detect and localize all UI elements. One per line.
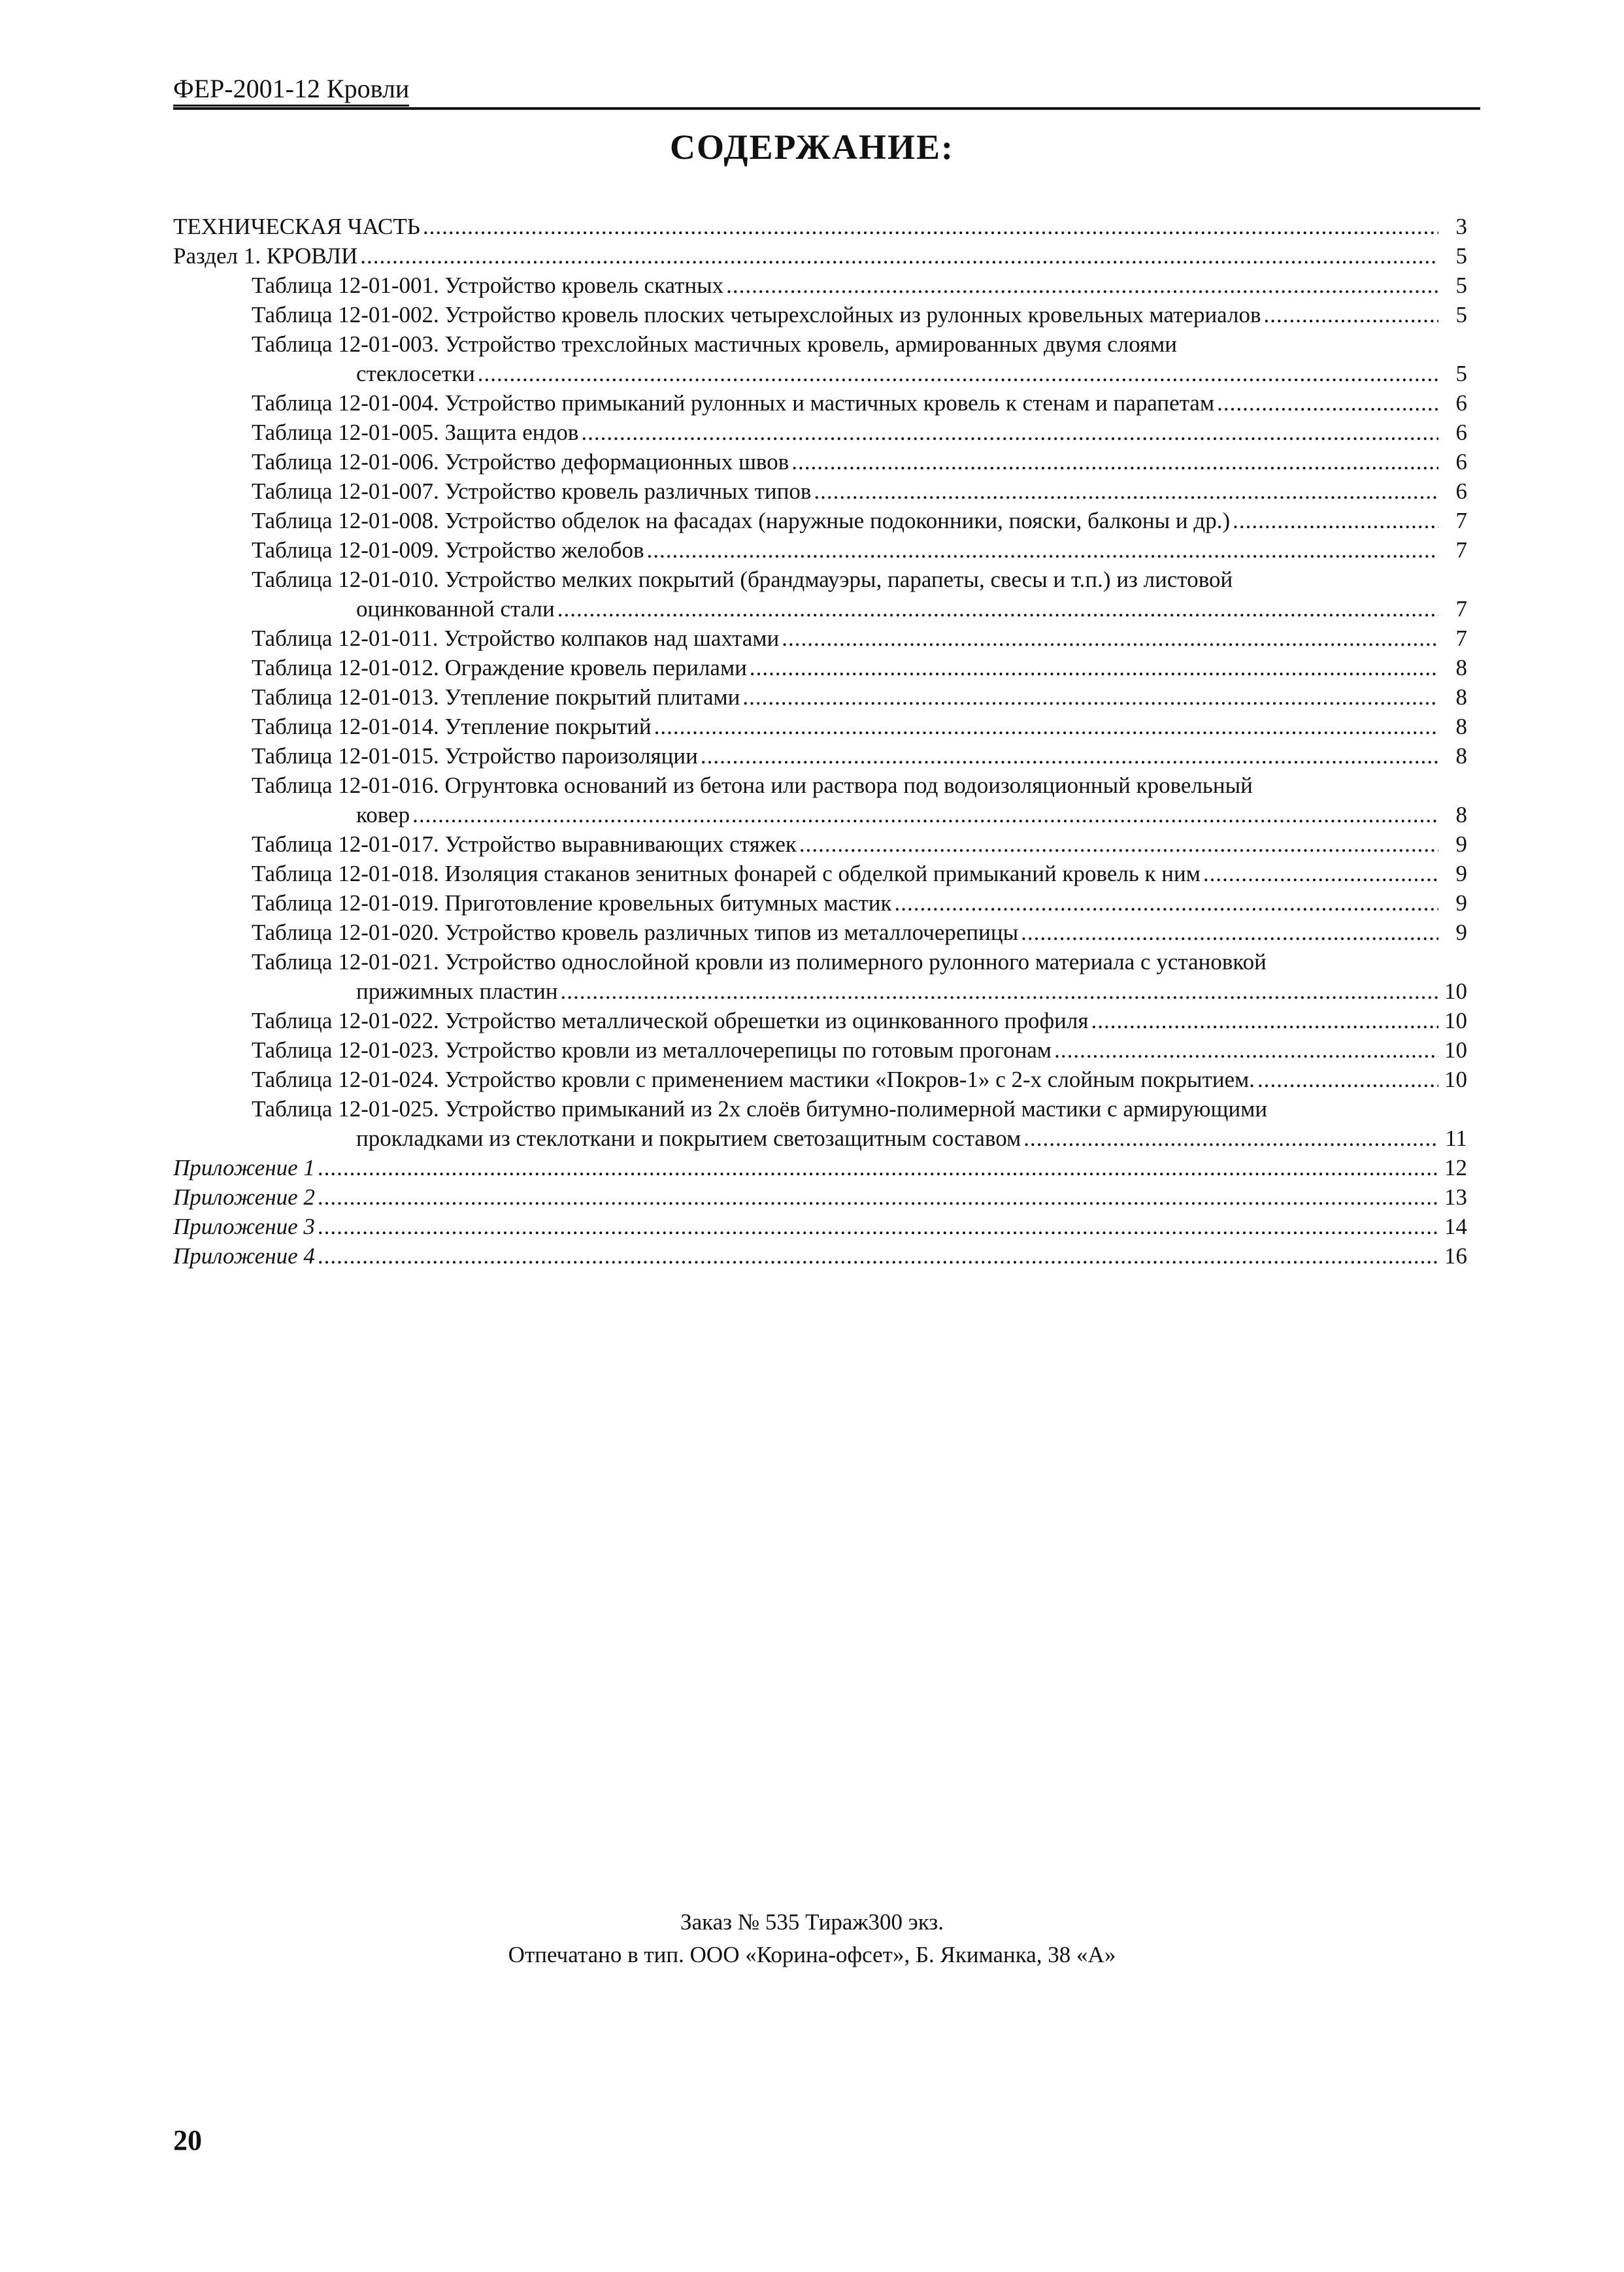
dot-leader — [318, 1153, 1438, 1182]
toc-entry-table-024[interactable] — [173, 1065, 1467, 1094]
toc-entry-text: Таблица 12-01-013. Утепление покрытий плитами — [252, 684, 740, 710]
toc-entry-text: Таблица 12-01-014. Утепление покрытий — [252, 714, 652, 739]
dot-leader — [318, 1241, 1438, 1271]
toc-entry-table-002[interactable] — [173, 300, 1467, 329]
toc-entry-text-first-line: Таблица 12-01-025. Устройство примыканий из 2х слоёв битумно-полимерной мастики с армирующими — [252, 1096, 1268, 1122]
dot-leader — [1091, 1006, 1438, 1035]
toc-page-number: 7 — [1455, 626, 1467, 651]
toc-entry-table-015[interactable] — [173, 741, 1467, 771]
toc-entry-text-first-line: Таблица 12-01-021. Устройство однослойной кровли из полимерного рулонного материала с установкой — [252, 949, 1267, 975]
toc-entry-appendix-1[interactable] — [173, 1153, 1467, 1182]
running-title: ФЕР-2001-12 Кровли — [173, 75, 409, 107]
toc-entry-text: Раздел 1. КРОВЛИ — [173, 243, 358, 269]
dot-leader — [799, 829, 1438, 859]
toc-entry-table-012[interactable] — [173, 653, 1467, 682]
toc-entry-table-007[interactable] — [173, 476, 1467, 506]
toc-page-number: 6 — [1455, 420, 1467, 445]
printer-line: Отпечатано в тип. ООО «Корина-офсет», Б. Якиманка, 38 «А» — [508, 1942, 1116, 1967]
toc-page-number: 5 — [1455, 302, 1467, 327]
toc-entry-text: Таблица 12-01-007. Устройство кровель различных типов — [252, 478, 812, 504]
toc-entry-text: Таблица 12-01-019. Приготовление кровельных битумных мастик — [252, 890, 892, 916]
dot-leader — [791, 447, 1438, 476]
toc-entry-text: Таблица 12-01-018. Изоляция стаканов зенитных фонарей с обделкой примыканий кровель к ним — [252, 861, 1201, 886]
toc-entry-text: Таблица 12-01-005. Защита ендов — [252, 420, 579, 445]
toc-entry-table-009[interactable] — [173, 535, 1467, 565]
dot-leader — [557, 594, 1438, 624]
toc-page-number: 7 — [1455, 537, 1467, 563]
dot-leader — [1054, 1035, 1438, 1065]
toc-entry-text: стеклосетки — [356, 361, 475, 386]
toc-page-number: 8 — [1455, 802, 1467, 827]
toc-entry-text: Приложение 1 — [173, 1155, 315, 1180]
toc-page-number: 12 — [1444, 1155, 1467, 1180]
dot-leader — [318, 1182, 1438, 1212]
dot-leader — [478, 359, 1438, 388]
toc-page-number: 9 — [1455, 861, 1467, 886]
dot-leader — [318, 1212, 1438, 1241]
toc-entry-table-001[interactable] — [173, 271, 1467, 300]
toc-entry-table-011[interactable] — [173, 624, 1467, 653]
toc-entry-text-first-line: Таблица 12-01-003. Устройство трехслойных мастичных кровель, армированных двумя слоями — [252, 331, 1178, 357]
page-number: 20 — [173, 2124, 202, 2156]
toc-entry-text: прижимных пластин — [356, 978, 558, 1004]
toc-page-number: 7 — [1455, 508, 1467, 533]
toc-entry-text: Таблица 12-01-006. Устройство деформационных швов — [252, 449, 789, 475]
toc-page-number: 11 — [1445, 1126, 1467, 1151]
dot-leader — [1023, 1124, 1438, 1153]
toc-entry-table-010[interactable] — [173, 565, 1467, 624]
toc-entry-table-006[interactable] — [173, 447, 1467, 476]
toc-entry-text-first-line: Таблица 12-01-016. Огрунтовка оснований из бетона или раствора под водоизоляционный кровельный — [252, 773, 1253, 798]
dot-leader — [1257, 1065, 1438, 1094]
toc-page-number: 9 — [1455, 920, 1467, 945]
toc-entry-table-019[interactable] — [173, 888, 1467, 918]
toc-page-number: 5 — [1455, 243, 1467, 269]
toc-entry-text: Таблица 12-01-008. Устройство обделок на фасадах (наружные подоконники, пояски, балконы и др.) — [252, 508, 1231, 533]
toc-page-number: 9 — [1455, 890, 1467, 916]
toc-entry-table-018[interactable] — [173, 859, 1467, 888]
toc-entry-text: Таблица 12-01-017. Устройство выравнивающих стяжек — [252, 831, 797, 857]
toc-entry-table-023[interactable] — [173, 1035, 1467, 1065]
toc-entry-text: Таблица 12-01-004. Устройство примыканий рулонных и мастичных кровель к стенам и парапетам — [252, 390, 1215, 416]
dot-leader — [654, 712, 1438, 741]
dot-leader — [742, 682, 1438, 712]
toc-entry-text-first-line: Таблица 12-01-010. Устройство мелких покрытий (брандмауэры, парапеты, свесы и т.п.) из листовой — [252, 567, 1233, 592]
toc-page-number: 10 — [1444, 1067, 1467, 1092]
toc-page-number: 5 — [1455, 273, 1467, 298]
toc-page-number: 7 — [1455, 596, 1467, 622]
toc-entry-text: Таблица 12-01-024. Устройство кровли с применением мастики «Покров-1» с 2-х слойным покрытием. — [252, 1067, 1255, 1092]
toc-entry-appendix-3[interactable] — [173, 1212, 1467, 1241]
toc-entry-text: Приложение 4 — [173, 1243, 315, 1269]
toc-page-number: 8 — [1455, 684, 1467, 710]
toc-page-number: 8 — [1455, 743, 1467, 769]
toc-entry-text: Таблица 12-01-001. Устройство кровель скатных — [252, 273, 724, 298]
toc-page-number: 5 — [1455, 361, 1467, 386]
toc-entry-technical-part[interactable] — [173, 212, 1467, 241]
page-title: СОДЕРЖАНИЕ: — [670, 127, 954, 167]
toc-entry-text: Таблица 12-01-011. Устройство колпаков над шахтами — [252, 626, 780, 651]
dot-leader — [701, 741, 1438, 771]
dot-leader — [1233, 506, 1438, 535]
dot-leader — [895, 888, 1438, 918]
toc-entry-table-016[interactable] — [173, 771, 1467, 829]
toc-page-number: 3 — [1455, 214, 1467, 239]
table-of-contents — [173, 212, 1467, 1271]
toc-entry-appendix-4[interactable] — [173, 1241, 1467, 1271]
toc-page-number: 13 — [1444, 1184, 1467, 1210]
toc-entry-text: ТЕХНИЧЕСКАЯ ЧАСТЬ — [173, 214, 420, 239]
toc-entry-text: Приложение 3 — [173, 1214, 315, 1239]
toc-entry-text: Таблица 12-01-020. Устройство кровель различных типов из металлочерепицы — [252, 920, 1019, 945]
toc-page-number: 16 — [1444, 1243, 1467, 1269]
dot-leader — [561, 977, 1438, 1006]
toc-entry-text: Таблица 12-01-002. Устройство кровель плоских четырехслойных из рулонных кровельных материалов — [252, 302, 1261, 327]
dot-leader — [1021, 918, 1438, 947]
toc-entry-table-020[interactable] — [173, 918, 1467, 947]
toc-entry-table-022[interactable] — [173, 1006, 1467, 1035]
toc-entry-text: Таблица 12-01-022. Устройство металлической обрешетки из оцинкованного профиля — [252, 1008, 1089, 1033]
toc-entry-table-005[interactable] — [173, 418, 1467, 447]
dot-leader — [360, 241, 1438, 271]
toc-entry-table-017[interactable] — [173, 829, 1467, 859]
toc-entry-text: прокладками из стеклоткани и покрытием светозащитным составом — [356, 1126, 1021, 1151]
dot-leader — [412, 800, 1438, 829]
dot-leader — [750, 653, 1438, 682]
dot-leader — [1264, 300, 1438, 329]
dot-leader — [581, 418, 1438, 447]
running-header — [173, 71, 1480, 110]
toc-page-number: 10 — [1444, 978, 1467, 1004]
dot-leader — [814, 476, 1438, 506]
toc-page-number: 6 — [1455, 449, 1467, 475]
toc-entry-text: ковер — [356, 802, 410, 827]
toc-entry-section-1[interactable] — [173, 241, 1467, 271]
toc-entry-table-014[interactable] — [173, 712, 1467, 741]
toc-entry-table-013[interactable] — [173, 682, 1467, 712]
toc-page-number: 10 — [1444, 1037, 1467, 1063]
toc-entry-text: Приложение 2 — [173, 1184, 315, 1210]
toc-page-number: 14 — [1444, 1214, 1467, 1239]
toc-entry-table-004[interactable] — [173, 388, 1467, 418]
dot-leader — [1203, 859, 1438, 888]
toc-entry-text: Таблица 12-01-015. Устройство пароизоляции — [252, 743, 698, 769]
toc-page-number: 9 — [1455, 831, 1467, 857]
toc-entry-text: Таблица 12-01-012. Ограждение кровель перилами — [252, 655, 747, 680]
toc-entry-table-021[interactable] — [173, 947, 1467, 1006]
toc-entry-text: Таблица 12-01-023. Устройство кровли из металлочерепицы по готовым прогонам — [252, 1037, 1052, 1063]
toc-page-number: 10 — [1444, 1008, 1467, 1033]
dot-leader — [647, 535, 1439, 565]
toc-page-number: 8 — [1455, 714, 1467, 739]
toc-page-number: 6 — [1455, 478, 1467, 504]
toc-entry-table-008[interactable] — [173, 506, 1467, 535]
dot-leader — [782, 624, 1438, 653]
toc-entry-table-003[interactable] — [173, 329, 1467, 388]
order-line: Заказ № 535 Тираж300 экз. — [680, 1909, 944, 1935]
dot-leader — [726, 271, 1438, 300]
dot-leader — [1217, 388, 1438, 418]
toc-page-number: 8 — [1455, 655, 1467, 680]
toc-entry-table-025[interactable] — [173, 1094, 1467, 1153]
toc-page-number: 6 — [1455, 390, 1467, 416]
dot-leader — [423, 212, 1438, 241]
toc-entry-text: Таблица 12-01-009. Устройство желобов — [252, 537, 644, 563]
imprint-footer — [0, 1906, 1624, 1971]
toc-entry-appendix-2[interactable] — [173, 1182, 1467, 1212]
toc-entry-text: оцинкованной стали — [356, 596, 555, 622]
